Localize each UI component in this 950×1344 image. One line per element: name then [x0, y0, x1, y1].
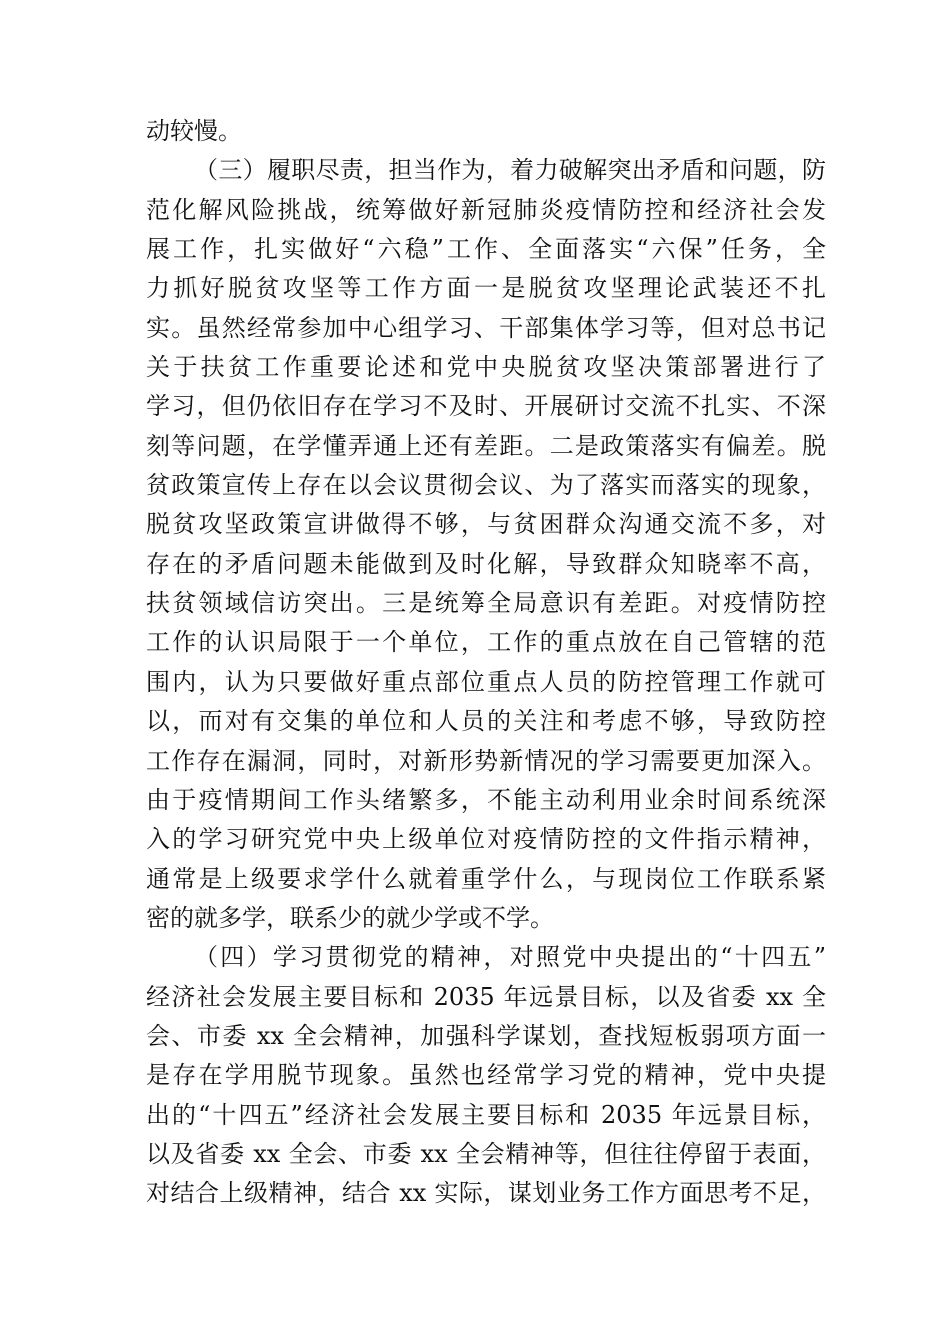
text-line: 以及省委 xx 全会、市委 xx 全会精神等，但往往停留于表面，	[146, 1139, 826, 1168]
text-line: 密的就多学，联系少的就少学或不学。	[146, 903, 554, 932]
text-line: 由于疫情期间工作头绪繁多，不能主动利用业余时间系统深	[146, 785, 826, 814]
text-line: 关于扶贫工作重要论述和党中央脱贫攻坚决策部署进行了	[146, 353, 826, 382]
paragraph-3-start: （三）履职尽责，担当作为，着力破解突出矛盾和问题，防	[194, 156, 826, 185]
text-line: 脱贫攻坚政策宣讲做得不够，与贫困群众沟通交流不多，对	[146, 510, 826, 539]
text-line: 动较慢。	[146, 117, 242, 145]
text-line: 会、市委 xx 全会精神，加强科学谋划，查找短板弱项方面一	[146, 1021, 826, 1050]
text-line: 是存在学用脱节现象。虽然也经常学习党的精神，党中央提	[146, 1061, 826, 1090]
text-line: 贫政策宣传上存在以会议贯彻会议、为了落实而落实的现象，	[146, 471, 826, 500]
text-line: 学习，但仍依旧存在学习不及时、开展研讨交流不扎实、不深	[146, 392, 826, 421]
text-line: 刻等问题，在学懂弄通上还有差距。二是政策落实有偏差。脱	[146, 431, 826, 460]
text-line: 工作的认识局限于一个单位，工作的重点放在自己管辖的范	[146, 628, 826, 657]
paragraph-4-start: （四）学习贯彻党的精神，对照党中央提出的“十四五”	[194, 943, 826, 972]
text-line: 出的“十四五”经济社会发展主要目标和 2035 年远景目标，	[146, 1100, 826, 1129]
text-line: 工作存在漏洞，同时，对新形势新情况的学习需要更加深入。	[146, 746, 826, 775]
text-line: 围内，认为只要做好重点部位重点人员的防控管理工作就可	[146, 667, 826, 696]
text-line: 扶贫领域信访突出。三是统筹全局意识有差距。对疫情防控	[146, 589, 826, 618]
text-line: 存在的矛盾问题未能做到及时化解，导致群众知晓率不高，	[146, 549, 826, 578]
text-line: 经济社会发展主要目标和 2035 年远景目标，以及省委 xx 全	[146, 982, 826, 1011]
text-line: 以，而对有交集的单位和人员的关注和考虑不够，导致防控	[146, 707, 826, 736]
text-line: 力抓好脱贫攻坚等工作方面一是脱贫攻坚理论武装还不扎	[146, 274, 826, 303]
text-line: 实。虽然经常参加中心组学习、干部集体学习等，但对总书记	[146, 313, 826, 342]
text-line: 入的学习研究党中央上级单位对疫情防控的文件指示精神，	[146, 825, 826, 854]
text-line: 对结合上级精神，结合 xx 实际，谋划业务工作方面思考不足，	[146, 1179, 826, 1208]
body-text	[146, 112, 826, 1214]
text-line: 展工作，扎实做好“六稳”工作、全面落实“六保”任务，全	[146, 235, 826, 264]
text-line: 范化解风险挑战，统筹做好新冠肺炎疫情防控和经济社会发	[146, 195, 826, 224]
text-line: 通常是上级要求学什么就着重学什么，与现岗位工作联系紧	[146, 864, 826, 893]
